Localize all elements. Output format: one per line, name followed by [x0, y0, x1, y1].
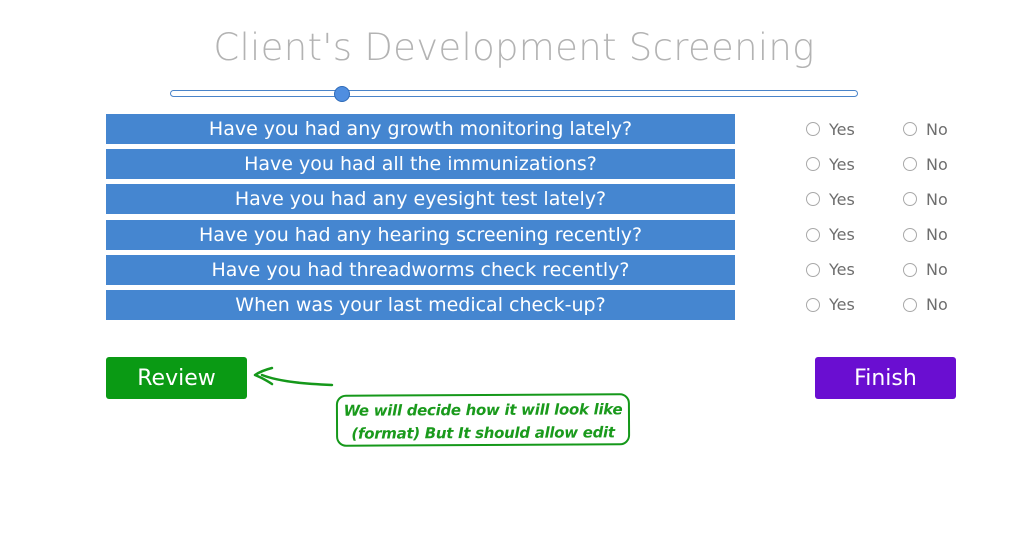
yes-option[interactable] — [806, 226, 855, 244]
question-row — [106, 184, 956, 214]
yes-radio[interactable] — [806, 263, 820, 277]
question-label: Have you had any hearing screening recently? — [106, 220, 735, 250]
annotation-note — [336, 393, 630, 447]
yes-radio[interactable] — [806, 122, 820, 136]
question-row — [106, 255, 956, 285]
no-option[interactable] — [903, 261, 948, 279]
no-radio[interactable] — [903, 122, 917, 136]
question-label: Have you had any eyesight test lately? — [106, 184, 735, 214]
page-title: Client's Development Screening — [213, 26, 815, 69]
slider-handle[interactable] — [334, 86, 350, 102]
no-radio[interactable] — [903, 228, 917, 242]
yes-label: Yes — [829, 189, 855, 209]
no-radio[interactable] — [903, 298, 917, 312]
yes-radio[interactable] — [806, 298, 820, 312]
yes-label: Yes — [829, 260, 855, 280]
no-radio[interactable] — [903, 192, 917, 206]
yes-option[interactable] — [806, 296, 855, 314]
no-label: No — [926, 154, 948, 174]
yes-option[interactable] — [806, 261, 855, 279]
annotation-line: We will decide how it will look like — [343, 400, 623, 420]
question-row — [106, 220, 956, 250]
annotation-arrow-icon — [250, 362, 340, 396]
finish-button[interactable]: Finish — [815, 357, 956, 399]
no-label: No — [926, 260, 948, 280]
no-option[interactable] — [903, 120, 948, 138]
no-label: No — [926, 225, 948, 245]
yes-label: Yes — [829, 119, 855, 139]
question-list — [106, 114, 956, 325]
yes-label: Yes — [829, 154, 855, 174]
no-label: No — [926, 295, 948, 315]
no-label: No — [926, 119, 948, 139]
yes-radio[interactable] — [806, 192, 820, 206]
question-label: Have you had threadworms check recently? — [106, 255, 735, 285]
annotation-line: (format) But It should allow edit — [351, 423, 615, 443]
yes-label: Yes — [829, 225, 855, 245]
yes-radio[interactable] — [806, 157, 820, 171]
question-label: Have you had any growth monitoring lately? — [106, 114, 735, 144]
yes-radio[interactable] — [806, 228, 820, 242]
yes-option[interactable] — [806, 155, 855, 173]
slider-track[interactable] — [170, 90, 858, 97]
question-label: Have you had all the immunizations? — [106, 149, 735, 179]
no-option[interactable] — [903, 296, 948, 314]
no-option[interactable] — [903, 190, 948, 208]
no-radio[interactable] — [903, 263, 917, 277]
yes-option[interactable] — [806, 120, 855, 138]
no-radio[interactable] — [903, 157, 917, 171]
no-option[interactable] — [903, 226, 948, 244]
no-option[interactable] — [903, 155, 948, 173]
yes-label: Yes — [829, 295, 855, 315]
review-button[interactable]: Review — [106, 357, 247, 399]
yes-option[interactable] — [806, 190, 855, 208]
no-label: No — [926, 189, 948, 209]
question-row — [106, 114, 956, 144]
question-label: When was your last medical check-up? — [106, 290, 735, 320]
progress-slider[interactable] — [170, 90, 858, 98]
question-row — [106, 149, 956, 179]
question-row — [106, 290, 956, 320]
